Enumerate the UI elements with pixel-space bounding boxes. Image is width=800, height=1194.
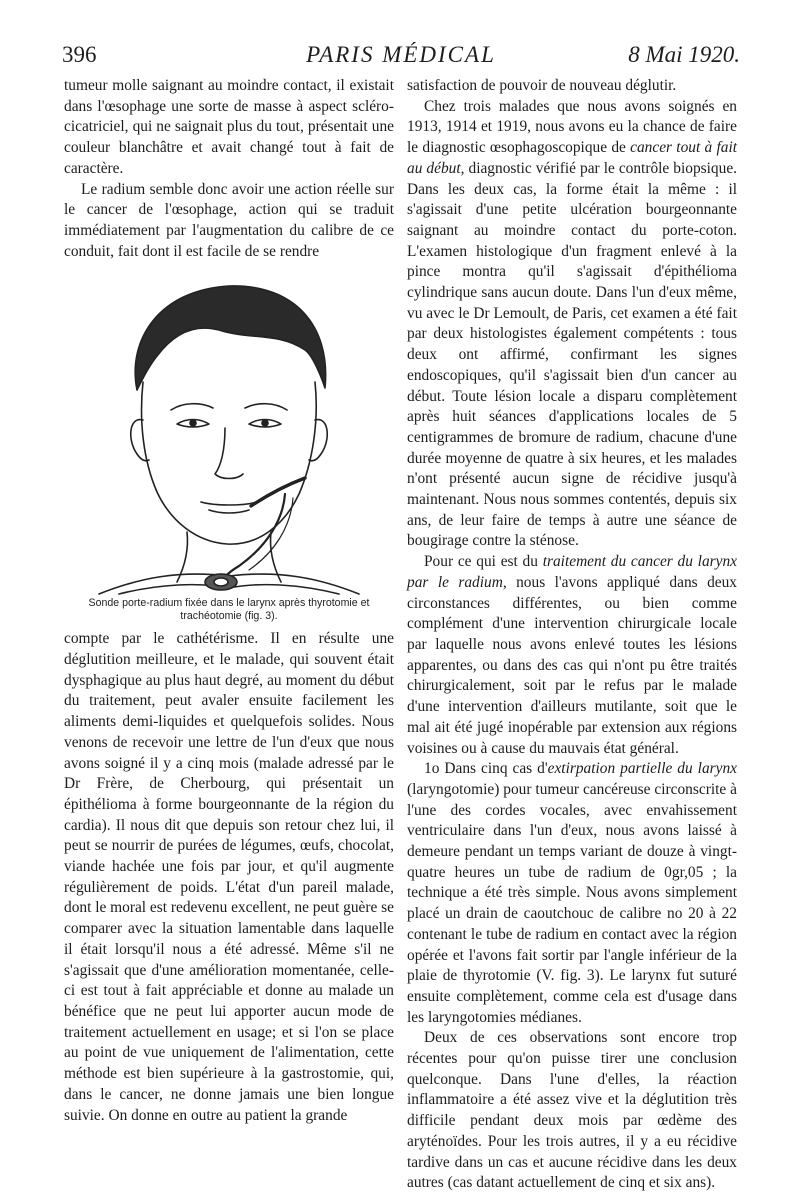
figure-caption: Sonde porte-radium fixée dans le larynx après thyrotomie et trachéotomie (fig. 3). [88, 597, 370, 623]
left-paragraph-1: tumeur molle saignant au moindre contact, il existait dans l'œsophage une sorte de masse à aspect scléro-cicatriciel, qui ne saignait plus du tout, présentait une couleur blanchâtre et avait changé tout à fait de caractère. [64, 77, 394, 177]
left-paragraph-2: Le radium semble donc avoir une action réelle sur le cancer de l'œsophage, action qui se traduit immédiatement par l'augmentation du calibre de ce conduit, fait dont il est facile de se rendre [64, 180, 394, 260]
right-paragraph-3 [407, 552, 737, 759]
left-eyebrow [171, 404, 213, 410]
right-paragraph-4-start: 1o Dans cinq cas d' [424, 760, 548, 778]
nose [215, 428, 243, 479]
figure-3 [64, 270, 394, 623]
running-header [62, 40, 740, 74]
right-eyebrow [245, 404, 287, 410]
right-paragraph-4-emphasis: extirpation partielle du larynx [547, 760, 738, 778]
hair-outline [135, 286, 325, 390]
right-paragraph-3-start: Pour ce qui est du [424, 553, 543, 571]
left-paragraph-3: compte par le cathétérisme. Il en résulte une déglutition meilleure, et le malade, qui souvent était dysphagique au plus haut degré, au moment du début du traitement, peut avaler ensuite facilement les aliments demi-liquides et quelquefois solides. Nous venons de recevoir une lettre de l'un d'eux que nous avons soigné il y a cinq mois (malade adressé par le Dr Frère, de Cherbourg, qui présentait un épithélioma à forme bourgeonnante de la région du cardia). Il nous dit que depuis son retour chez lui, il peut se nourrir de purées de légumes, œufs, chocolat, viande hachée une fois par jour, et qu'il augmente régulièrement de poids. L'état d'un pareil malade, dont le moral est redevenu excellent, ne peut guère se comparer avec la situation lamentable dans laquelle il était lorsqu'il nous a été adressé. Même s'il ne s'agissait que d'une amélioration momentanée, celle-ci est tout à fait appréciable et donne au malade un bénéfice que ne peut lui apporter aucun mode de traitement actuellement en usage; et si l'on se place au point de vue uniquement de l'alimentation, cette méthode est bien supérieure à la gastrostomie, qui, dans le cancer, ne donne jamais une bien longue suivie. On donne en outre au patient la grande [64, 630, 394, 1124]
right-paragraph-3-emphasis: traitement du cancer du larynx par le radium, [407, 553, 738, 591]
right-paragraph-2 [407, 97, 737, 552]
mouth [201, 502, 257, 505]
page-number: 396 [62, 42, 97, 67]
figure-illustration [79, 270, 379, 595]
right-paragraph-2-emphasis: cancer tout à fait au début, [407, 139, 738, 177]
right-paragraph-1: satisfaction de pouvoir de nouveau déglutir. [407, 77, 677, 94]
right-paragraph-4 [407, 759, 737, 1028]
radium-probe [251, 478, 305, 506]
right-paragraph-5: Deux de ces observations sont encore trop récentes pour qu'on puisse tirer une conclusion quelconque. Dans l'une d'elles, la réaction inflammatoire a été assez vive et la déglutition très difficile pendant deux mois par œdème des aryténoïdes. Pour les trois autres, il y a eu récidive tardive dans un cas et aucune récidive dans les deux autres (cas datant actuellement de cinq et six ans). [407, 1029, 737, 1192]
right-paragraph-2-start: Chez trois malades que nous avons soignés en 1913, 1914 et 1919, nous avons eu la chance de faire le diagnostic œsophagoscopique de [407, 97, 737, 157]
right-paragraph-2-end: diagnostic vérifié par le contrôle biopsique. Dans les deux cas, la forme était la même : il s'agissait d'une petite ulcération bourgeonnante saignant au moindre contact du porte-coton. L'examen histologique d'un fragment enlevé à la pince montra qu'il s'agissait d'épithélioma cylindrique sans aucun doute. Dans l'un d'eux même, vu avec le Dr Lemoult, de Paris, cet examen a été fait par deux histologistes également compétents : tous deux ont affirmé, confirmant les signes endoscopiques, qu'il s'agissait bien d'un cancer au début. Toute lésion locale a disparu complètement après huit séances d'applications locales de 5 centigrammes de bromure de radium, chacune d'une durée moyenne de quatre à six heures, et les malades n'ont présenté aucun signe de récidive jusqu'à maintenant. Nous nous sommes contentés, depuis six ans, de leur faire de temps à autre une séance de bougirage contre la sténose. [407, 159, 737, 550]
left-column [64, 76, 394, 1126]
right-column [407, 76, 737, 1194]
right-paragraph-3-end: nous l'avons appliqué dans deux circonstances différentes, ou bien comme complément d'une intervention chirurgicale locale par laquelle nous avons enlevé toutes les lésions apparentes, ou dans des cas qui n'ont pu être traités chirurgicalement, soit par le refus par le malade d'une intervention d'ailleurs mutilante, soit que le mal ait été jugé inopérable par extension aux régions voisines ou à cause du mauvais état général. [407, 573, 737, 757]
journal-title: PARIS MÉDICAL [306, 42, 496, 67]
right-paragraph-4-end: (laryngotomie) pour tumeur cancéreuse circonscrite à l'une des cordes vocales, avec envahissement ventriculaire dans l'un d'eux, nous avons laissé à demeure pendant un temps variant de douze à vingt-quatre heures un tube de radium de 0gr,05 ; la technique a été très simple. Nous avons simplement placé un drain de caoutchouc de calibre no 20 à 22 contenant le tube de radium en contact avec la région opérée et l'avons fait sortir par l'angle inférieur de la plaie de thyrotomie (V. fig. 3). Le larynx fut suturé ensuite complètement, comme cela est d'usage dans les laryngotomies médianes. [407, 780, 737, 1026]
issue-date: 8 Mai 1920. [628, 42, 740, 67]
face-outline [142, 382, 317, 544]
